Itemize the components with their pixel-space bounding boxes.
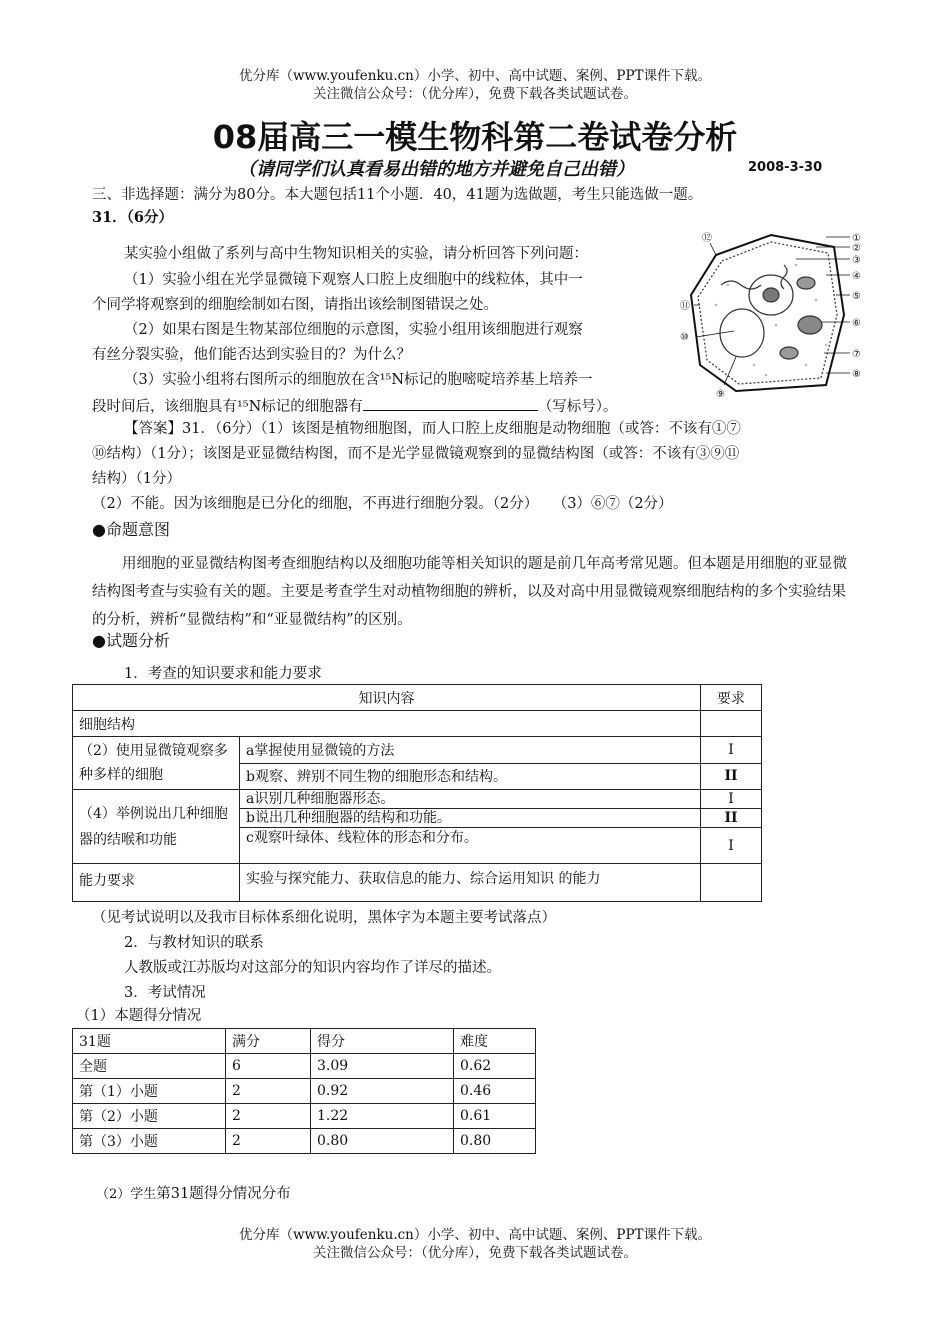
footer-line-1: 优分库（www.youfenku.cn）小学、初中、高中试题、案例、PPT课件下载。 — [238, 1227, 712, 1243]
score-cell: 0.92 — [311, 1079, 454, 1104]
table-ability-empty — [701, 864, 762, 902]
score-cell: 2 — [226, 1079, 311, 1104]
score-cell: 2 — [226, 1104, 311, 1129]
table-header-req: 要求 — [701, 685, 762, 711]
question-part-1-cont: 个同学将观察到的细胞绘制如右图，请指出该绘制图错误之处。 — [92, 297, 498, 313]
chloroplast-2-shape — [797, 277, 815, 289]
question-part-2-cont: 有丝分裂实验，他们能否达到实验目的？为什么？ — [92, 347, 411, 363]
label-7: ⑦ — [852, 349, 861, 360]
section-intro: 三、非选择题：满分为80分。本大题包括11个小题．40，41题为选做题，考生只能选做一题。 — [92, 187, 703, 203]
header-line-1: 优分库（www.youfenku.cn）小学、初中、高中试题、案例、PPT课件下载。 — [238, 68, 712, 84]
table-g2-b-req: II — [701, 809, 762, 828]
footer-line-2: 关注微信公众号：（优分库），免费下载各类试题试卷。 — [313, 1245, 637, 1261]
table-g1-b: b观察、辨别不同生物的细胞形态和结构。 — [240, 763, 701, 790]
label-8: ⑧ — [852, 369, 861, 380]
table-header-content: 知识内容 — [73, 685, 701, 711]
header-line-2: 关注微信公众号：（优分库），免费下载各类试题试卷。 — [313, 86, 637, 102]
subheading-textbook: 2．与教材知识的联系 — [124, 935, 264, 951]
distribution-prefix: （2）学生 — [96, 1187, 157, 1202]
score-header-score: 得分 — [311, 1029, 454, 1054]
score-cell: 第（2）小题 — [73, 1104, 226, 1129]
answer-line-2: ⑩结构）（1分）；该图是亚显微结构图，而不是光学显微镜观察到的显微结构图（或答：不该有③⑨⑪ — [92, 446, 740, 462]
label-10: ⑩ — [680, 332, 689, 343]
score-cell: 6 — [226, 1054, 311, 1079]
table-row — [73, 1129, 536, 1154]
cell-wall-outline — [691, 235, 844, 391]
question-number: 31．（6分） — [92, 209, 174, 226]
question-part-1: （1）实验小组在光学显微镜下观察人口腔上皮细胞中的线粒体，其中一 — [124, 272, 583, 288]
score-table — [72, 1028, 536, 1154]
label-6: ⑥ — [852, 318, 861, 329]
score-cell: 第（3）小题 — [73, 1129, 226, 1154]
score-cell: 0.61 — [454, 1104, 536, 1129]
section-intent-text: 用细胞的亚显微结构图考查细胞结构以及细胞功能等相关知识的题是前几年高考常见题。但本题是用细胞的亚显微结构图考查与实验有关的题。主要是考查学生对动植物细胞的辨析，以及对高中用显微镜观察细胞结构的多个实验结果的分析，辨析“显微结构”和“亚显微结构”的区别。 — [92, 556, 847, 628]
label-2-right: ② — [852, 243, 861, 254]
label-1: ① — [852, 233, 861, 244]
table-row — [73, 1079, 536, 1104]
distribution-text: 第31题得分情况分布 — [156, 1186, 291, 1202]
score-cell: 全题 — [73, 1054, 226, 1079]
question-part-2: （2）如果右图是生物某部位细胞的示意图，实验小组用该细胞进行观察 — [124, 322, 583, 338]
score-cell: 2 — [226, 1129, 311, 1154]
knowledge-table — [72, 684, 762, 902]
table-ability-text: 实验与探究能力、获取信息的能力、综合运用知识 的能力 — [240, 864, 701, 902]
date: 2008-3-30 — [748, 160, 823, 175]
question-stem: 某实验小组做了系列与高中生物知识相关的实验，请分析回答下列问题： — [124, 246, 588, 262]
page-title: 08届高三一模生物科第二卷试卷分析 — [212, 118, 738, 156]
score-cell: 0.80 — [311, 1129, 454, 1154]
label-3: ③ — [852, 255, 861, 266]
table-ability-label: 能力要求 — [73, 864, 240, 902]
label-9: ⑨ — [716, 389, 725, 400]
mitochondrion-shape — [780, 347, 798, 359]
chloroplast-shape — [798, 316, 822, 334]
answer-line-1: 【答案】31．（6分）（1）该图是植物细胞图，而人口腔上皮细胞是动物细胞（或答：不该有①⑦ — [124, 421, 741, 437]
subheading-score: （1）本题得分情况 — [76, 1008, 202, 1024]
section-heading-intent: ●命题意图 — [92, 520, 170, 539]
answer-line-3: 结构）（1分） — [92, 471, 181, 487]
table-row-cell-structure: 细胞结构 — [73, 711, 701, 737]
cell-membrane-outline — [698, 242, 837, 384]
table-g2-a-req: I — [701, 790, 762, 809]
score-header-diff: 难度 — [454, 1029, 536, 1054]
score-cell: 0.80 — [454, 1129, 536, 1154]
answer-line-4: （2）不能。因为该细胞是已分化的细胞，不再进行细胞分裂。（2分） （3）⑥⑦（2分） — [92, 496, 673, 512]
table-g1-b-req: II — [701, 763, 762, 790]
subtitle: （请同学们认真看易出错的地方并避免自己出错） — [238, 159, 634, 180]
table-g1-a-req: I — [701, 737, 762, 764]
subheading-knowledge: 1．考查的知识要求和能力要求 — [124, 666, 322, 682]
table-empty-cell — [701, 711, 762, 737]
textbook-text: 人教版或江苏版均对这部分的知识内容均作了详尽的描述。 — [124, 960, 501, 976]
score-header-q: 31题 — [73, 1029, 226, 1054]
table-g2-c: c观察叶绿体、线粒体的形态和分布。 — [240, 828, 701, 864]
score-header-full: 满分 — [226, 1029, 311, 1054]
vacuole-shape — [720, 309, 764, 357]
question-part-3-end: （写标号）。 — [537, 399, 618, 415]
score-cell: 3.09 — [311, 1054, 454, 1079]
table-row — [73, 1104, 536, 1129]
section-heading-analysis: ●试题分析 — [92, 631, 170, 650]
table-g2-a: a识别几种细胞器形态。 — [240, 790, 701, 809]
table-note: （见考试说明以及我市目标体系细化说明，黑体字为本题主要考试落点） — [92, 910, 556, 926]
table-group-1-label: （2）使用显微镜观察多种多样的细胞 — [73, 737, 240, 790]
subheading-exam: 3．考试情况 — [124, 985, 206, 1001]
answer-blank[interactable] — [363, 396, 538, 411]
table-group-2-label: （4）举例说出几种细胞器的结喉和功能 — [73, 790, 240, 864]
table-g1-a: a掌握使用显微镜的方法 — [240, 737, 701, 764]
question-part-3: （3）实验小组将右图所示的细胞放在含¹⁵N标记的胞嘧啶培养基上培养一 — [124, 372, 593, 388]
plant-cell-diagram — [676, 225, 866, 405]
nucleolus-shape — [763, 288, 779, 302]
label-5: ⑤ — [852, 291, 861, 302]
question-part-3-text: 段时间后，该细胞具有¹⁵N标记的细胞器有 — [92, 399, 363, 415]
score-cell: 第（1）小题 — [73, 1079, 226, 1104]
table-row — [73, 1054, 536, 1079]
subheading-distribution — [96, 1185, 291, 1204]
label-11: ⑪ — [680, 301, 690, 312]
table-g2-c-req: I — [701, 828, 762, 864]
score-cell: 0.62 — [454, 1054, 536, 1079]
table-g2-b: b说出几种细胞器的结构和功能。 — [240, 809, 701, 828]
score-cell: 1.22 — [311, 1104, 454, 1129]
score-cell: 0.46 — [454, 1079, 536, 1104]
question-part-3-cont — [92, 396, 618, 417]
label-12: ⑫ — [702, 233, 712, 244]
label-4: ④ — [852, 271, 861, 282]
